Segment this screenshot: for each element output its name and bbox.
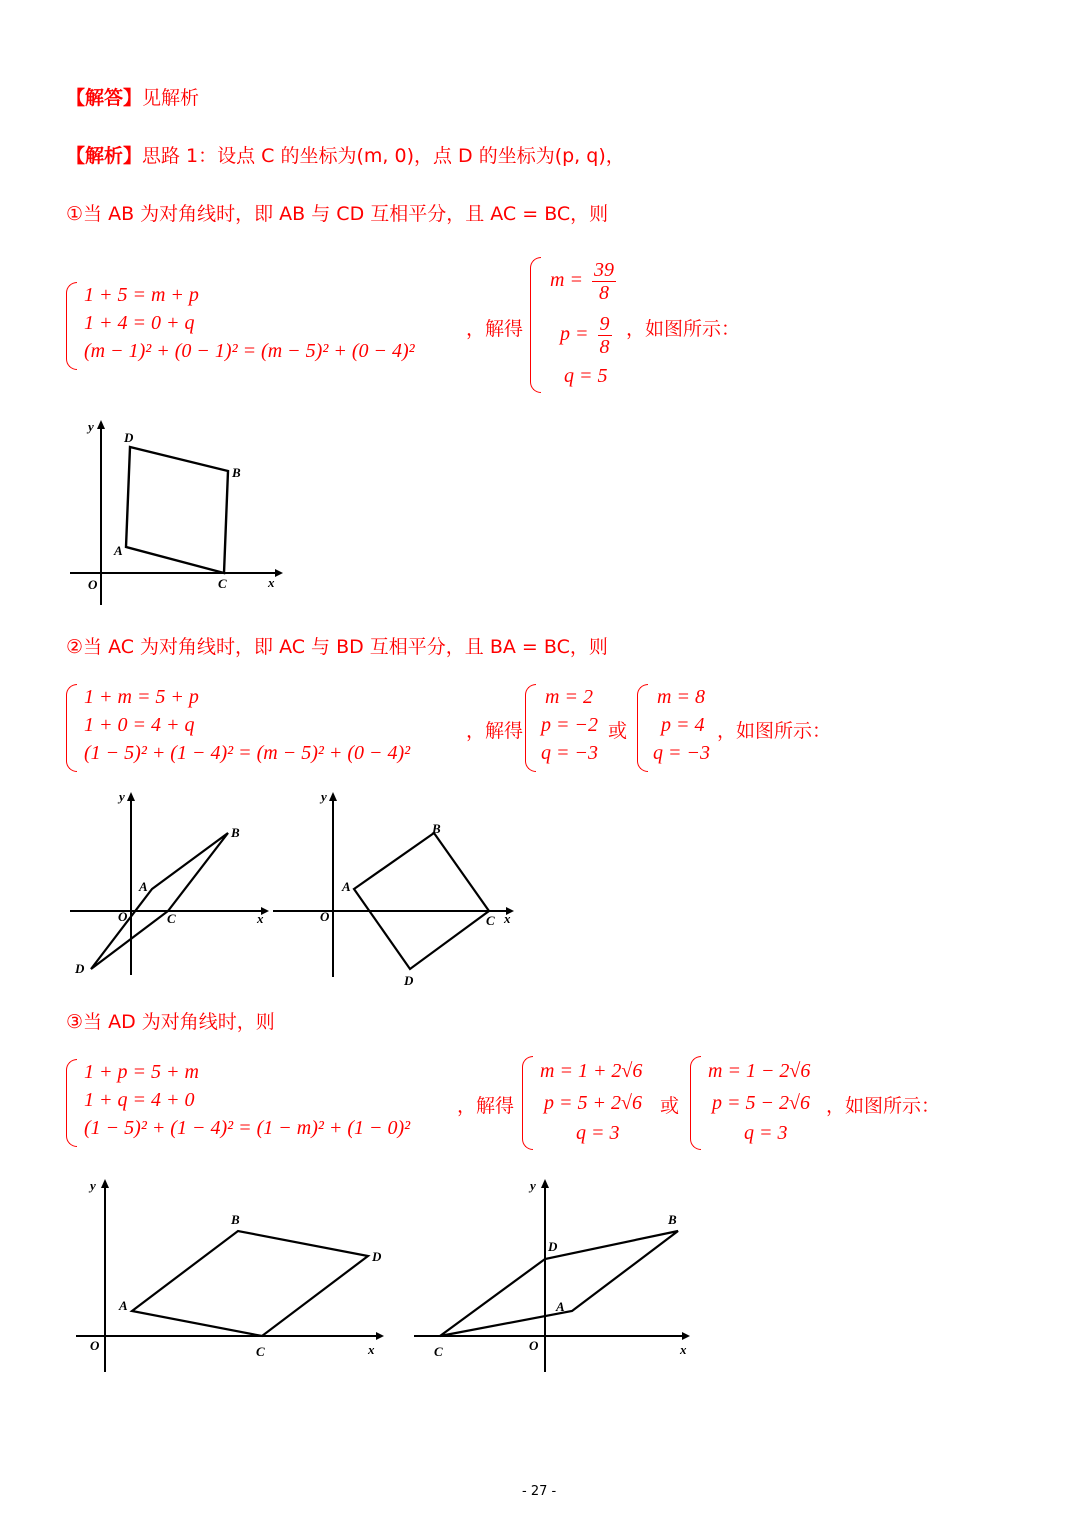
case1-eq2: 1 + 4 = 0 + q xyxy=(84,312,195,334)
y-axis-arrow-icon xyxy=(127,792,135,801)
case1-sol-m-num: 39 xyxy=(593,259,614,281)
case1-figure xyxy=(60,415,290,609)
x-label: x xyxy=(268,575,275,590)
case3-solve-label: ，解得 xyxy=(457,1095,515,1117)
origin-label: O xyxy=(320,909,330,924)
point-c-label: C xyxy=(218,576,227,591)
point-b-label: B xyxy=(232,465,241,480)
y-axis-arrow-icon xyxy=(101,1179,109,1188)
case2-title: ②当 AC 为对角线时，即 AC 与 BD 互相平分，且 BA = BC，则 xyxy=(66,636,608,658)
point-b-label: B xyxy=(231,1212,240,1227)
point-b-label: B xyxy=(668,1212,677,1227)
case3-title: ③当 AD 为对角线时，则 xyxy=(66,1011,275,1033)
case3-sol-a-brace xyxy=(522,1056,533,1150)
point-d-label: D xyxy=(372,1249,382,1264)
x-label: x xyxy=(680,1342,687,1357)
case2-eq1: 1 + m = 5 + p xyxy=(84,686,199,708)
case3-solution-a xyxy=(522,1054,662,1152)
case1-sol-p-num: 9 xyxy=(599,313,610,335)
case2-sol-b-m: m = 8 xyxy=(657,686,705,708)
case2-sol-b-brace xyxy=(637,684,648,772)
origin-label: O xyxy=(529,1338,539,1353)
y-label: y xyxy=(530,1178,536,1193)
y-label: y xyxy=(321,789,327,804)
analysis-line xyxy=(66,141,625,168)
x-axis-arrow-icon xyxy=(376,1332,384,1340)
case1-equation-system xyxy=(66,280,466,372)
origin-label: O xyxy=(88,577,98,592)
case2-figure-a xyxy=(65,785,275,989)
point-a-label: A xyxy=(556,1299,565,1314)
analysis-text: 思路 1：设点 C 的坐标为(m, 0)，点 D 的坐标为(p, q)， xyxy=(142,145,625,167)
case2-equation-system xyxy=(66,682,466,774)
point-b-label: B xyxy=(432,821,441,836)
point-d-label: D xyxy=(404,973,414,988)
answer-tag: 【解答】 xyxy=(66,87,143,109)
case1-sol-m-den: 8 xyxy=(598,282,609,304)
point-a-label: A xyxy=(119,1298,128,1313)
case1-suffix: ，如图所示： xyxy=(626,318,741,340)
page-number: - 27 - xyxy=(522,1484,557,1499)
case3-eq1: 1 + p = 5 + m xyxy=(84,1061,199,1083)
quadrilateral-abdc xyxy=(440,1231,678,1336)
quadrilateral-adbc xyxy=(126,447,228,573)
case3-sol-a-q: q = 3 xyxy=(576,1122,620,1144)
case2-eq2: 1 + 0 = 4 + q xyxy=(84,714,195,736)
case3-sol-b-brace xyxy=(690,1056,701,1150)
point-a-label: A xyxy=(139,879,148,894)
point-c-label: C xyxy=(486,913,495,928)
case2-sol-a-brace xyxy=(525,684,536,772)
case3-sol-a-m: m = 1 + 2√6 xyxy=(540,1060,643,1082)
case1-solution-system xyxy=(530,255,630,395)
y-axis-arrow-icon xyxy=(329,792,337,801)
point-a-label: A xyxy=(114,543,123,558)
case3-sol-b-m: m = 1 − 2√6 xyxy=(708,1060,811,1082)
case2-sol-b-p: p = 4 xyxy=(661,714,705,736)
case3-eq2: 1 + q = 4 + 0 xyxy=(84,1089,195,1111)
case3-figure-b xyxy=(410,1172,700,1381)
case3-suffix: ，如图所示： xyxy=(826,1095,941,1117)
case3-sol-a-p: p = 5 + 2√6 xyxy=(544,1092,642,1114)
case3-or: 或 xyxy=(660,1095,680,1117)
case1-sol-q: q = 5 xyxy=(564,365,608,387)
point-d-label: D xyxy=(75,961,85,976)
y-axis-arrow-icon xyxy=(541,1179,549,1188)
case1-eq1: 1 + 5 = m + p xyxy=(84,284,199,306)
case2-solve-label: ，解得 xyxy=(466,720,524,742)
y-label: y xyxy=(88,419,94,434)
case1-solve-label: ，解得 xyxy=(466,318,524,340)
case2-suffix: ，如图所示： xyxy=(717,720,832,742)
case3-solution-b xyxy=(690,1054,830,1152)
case1-sol-brace xyxy=(530,257,541,393)
case2-solution-b xyxy=(637,682,727,774)
point-d-label: D xyxy=(124,430,134,445)
case1-sol-m xyxy=(550,259,616,304)
quadrilateral-abdc xyxy=(132,1231,368,1336)
case3-equation-system xyxy=(66,1057,466,1149)
case2-sol-a-m: m = 2 xyxy=(545,686,593,708)
case1-eq3: (m − 1)² + (0 − 1)² = (m − 5)² + (0 − 4)² xyxy=(84,340,415,362)
x-axis-arrow-icon xyxy=(275,569,283,577)
case1-sol-p-den: 8 xyxy=(599,336,610,358)
answer-text: 见解析 xyxy=(142,87,200,109)
case1-title: ①当 AB 为对角线时，即 AB 与 CD 互相平分，且 AC = BC，则 xyxy=(66,203,609,225)
case3-figure-a xyxy=(70,1172,390,1381)
case1-sol-p-frac xyxy=(598,313,612,358)
point-b-label: B xyxy=(231,825,240,840)
origin-label: O xyxy=(90,1338,100,1353)
analysis-tag: 【解析】 xyxy=(66,145,143,167)
case3-eq3: (1 − 5)² + (1 − 4)² = (1 − m)² + (1 − 0)² xyxy=(84,1117,411,1139)
x-label: x xyxy=(504,911,511,926)
case1-sol-m-lhs: m = xyxy=(550,269,583,292)
point-a-label: A xyxy=(342,879,351,894)
case2-or: 或 xyxy=(608,720,628,742)
case2-figure-b xyxy=(270,785,520,994)
point-d-label: D xyxy=(548,1239,558,1254)
quadrilateral-abcd xyxy=(91,833,228,969)
case2-brace xyxy=(66,684,77,772)
case1-sol-m-frac xyxy=(592,259,616,304)
point-c-label: C xyxy=(434,1344,443,1359)
x-label: x xyxy=(257,911,264,926)
point-c-label: C xyxy=(167,911,176,926)
case2-sol-b-q: q = −3 xyxy=(653,742,710,764)
case2-eq3: (1 − 5)² + (1 − 4)² = (m − 5)² + (0 − 4)² xyxy=(84,742,411,764)
case3-brace xyxy=(66,1059,77,1147)
point-c-label: C xyxy=(256,1344,265,1359)
x-axis-arrow-icon xyxy=(682,1332,690,1340)
y-label: y xyxy=(119,789,125,804)
case3-sol-b-p: p = 5 − 2√6 xyxy=(712,1092,810,1114)
x-label: x xyxy=(368,1342,375,1357)
answer-line xyxy=(66,83,199,110)
case2-sol-a-q: q = −3 xyxy=(541,742,598,764)
case1-sol-p xyxy=(560,313,612,358)
quadrilateral-abcd xyxy=(354,833,489,969)
y-axis-arrow-icon xyxy=(97,420,105,429)
case1-brace xyxy=(66,282,77,370)
origin-label: O xyxy=(118,909,128,924)
case1-sol-p-lhs: p = xyxy=(560,323,589,346)
y-label: y xyxy=(90,1178,96,1193)
case2-sol-a-p: p = −2 xyxy=(541,714,598,736)
case3-sol-b-q: q = 3 xyxy=(744,1122,788,1144)
